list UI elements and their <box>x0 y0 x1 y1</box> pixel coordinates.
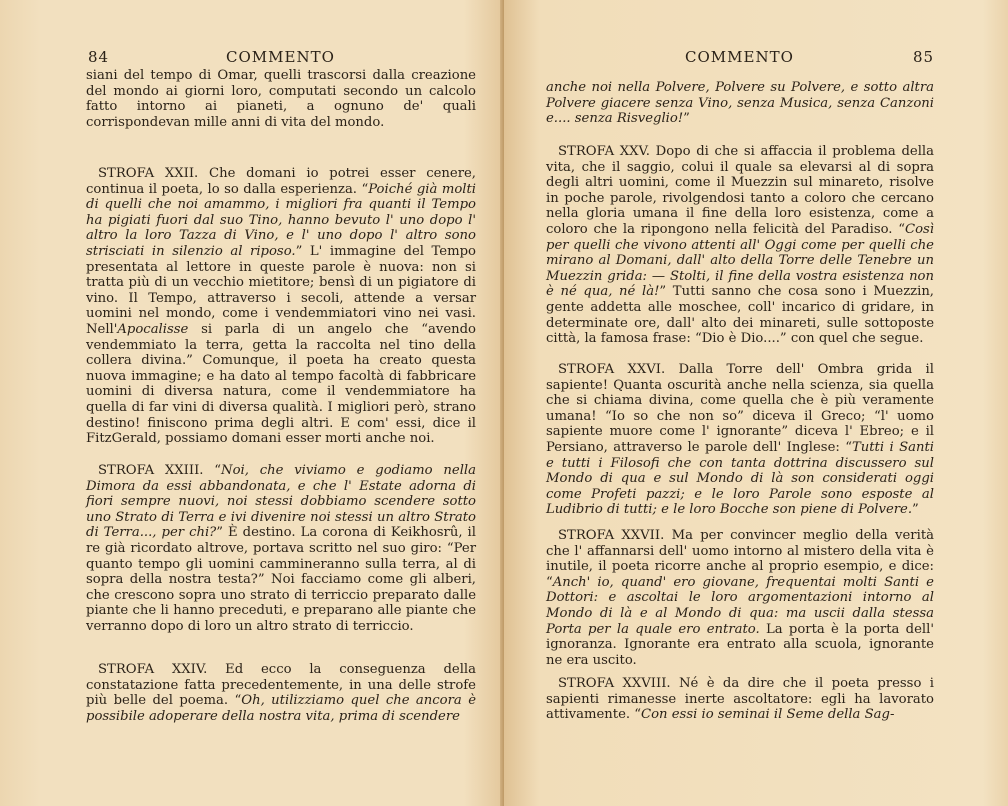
paragraph-continuation <box>546 80 934 127</box>
strofa-heading: STROFA XXII. <box>98 166 199 181</box>
paragraph-text: si parla di un angelo che “avendo vendemmiato la terra, getta la raccolta nel tino della collera divina.” Comunque, il poeta ha creato questa nuova immagine; e ha dato al tempo facoltà di fabbricare uomini di diversa natura, come il vendemmiatore ha quella di far vini di diversa qualità. I migliori però, strano destino! finiscono prima degli altri. E com' essi, dice il FitzGerald, possiamo domani esser morti anche noi. <box>86 321 476 447</box>
paragraph-text: Né è da dire che il poeta presso i sapienti rimanesse inerte ascoltatore: egli ha lavorato attivamente. “ <box>546 676 934 723</box>
quote-text: Noi, che viviamo e godiamo nella Dimora da essi abbandonata, e che l' Estate adorna di fiori sempre nuovi, noi stessi dobbiamo scendere sotto uno Strato di Terra e ivi divenire noi stessi un altro Strato di Terra..., per chi? <box>86 463 477 541</box>
paragraph-text: ” È destino. La corona di Keikhosrû, il re già ricordato altrove, portava scritto nel suo giro: “Per quanto tempo gli uomini cammineranno sulla terra, al di sopra della nostra testa?” Noi facciamo come gli alberi, che crescono sopra uno strato di terriccio preparato dalle piante che li hanno preceduti, e preparano alle piante che verranno dopo di loro un altro strato di terriccio. <box>86 525 476 634</box>
paragraph-text: Che domani io potrei esser cenere, continua il poeta, lo so dalla esperienza. “ <box>86 166 476 197</box>
paragraph-strofa-xxv <box>546 144 934 347</box>
strofa-heading: STROFA XXVII. <box>558 528 665 543</box>
quote-text: Anch' io, quand' ero giovane, frequentai molti Santi e Dottori: e ascoltai le loro argomentazioni intorno al Mondo di là e al Mondo di qua: ma uscii dalla stessa Porta per la quale ero entrato. <box>546 574 934 637</box>
paragraph-strofa-xxiv <box>86 662 476 724</box>
quote-text: Così per quelli che vivono attenti all' Oggi come per quelli che mirano al Domani, dall' alto della Torre delle Tenebre un Muezzin grida: — Stolti, il fine della vostra esistenza non è né qua, né là! <box>546 221 934 300</box>
paragraph-strofa-xxviii <box>546 676 934 723</box>
page-number: 85 <box>913 48 935 66</box>
paragraph-strofa-xxii <box>86 166 476 447</box>
paragraph-text: Dalla Torre dell' Ombra grida il sapiente! Quanta oscurità anche nella scienza, sia quella che si chiama divina, come quella che è più veramente umana! “Io so che non so” diceva il Greco; “l' uomo sapiente muore come l' ignorante” diceva l' Ebreo; e il Persiano, attraverso le parole dell' Inglese: “ <box>546 362 934 455</box>
quote-text: Con essi io seminai il Seme della Sag- <box>641 707 895 723</box>
quote-text: Poiché già molti di quelli che noi amammo, i migliori fra quanti il Tempo ha pigiati fuori dal suo Tino, hanno bevuto l' uno dopo l' altro la loro Tazza di Vino, e l' uno dopo l' altro sono strisciati in silenzio al riposo. <box>86 181 476 259</box>
paragraph-text: La porta è la porta dell' ignoranza. Ignorante era entrato alla scuola, ignorante ne era uscito. <box>546 621 934 668</box>
paragraph-strofa-xxvi <box>546 362 934 518</box>
quote-text: Tutti i Santi e tutti i Filosofi che con tanta dottrina discussero sul Mondo di qua e sul Mondo di là son considerati oggi come Profeti pazzi; e le loro Parole sono esposte al Ludibrio di tutti; e le loro Bocche son piene di Polvere. <box>546 439 934 518</box>
paragraph-strofa-xxiii <box>86 463 476 635</box>
page-number: 84 <box>88 48 110 66</box>
strofa-heading: STROFA XXIV. <box>98 662 208 677</box>
quote-text: anche noi nella Polvere, Polvere su Polvere, e sotto altra Polvere giacere senza Vino, senza Musica, senza Canzoni e.... senza Risveglio! <box>546 80 934 127</box>
paragraph-text: Ma per convincer meglio della verità che l' affannarsi dell' uomo intorno al mistero della vita è inutile, il poeta ricorre anche al proprio esempio, e dice: “ <box>546 528 934 590</box>
paragraph-continuation: siani del tempo di Omar, quelli trascorsi dalla creazione del mondo ai giorni loro, computati secondo un calcolo fatto intorno ai pianeti, a ognuno de' quali corrispondevan mille anni di vita del mondo. <box>86 68 476 130</box>
paragraph-text: ” <box>912 502 919 518</box>
paragraph-text: Dopo di che si affaccia il problema della vita, che il saggio, colui il quale sa elevarsi al di sopra degli altri uomini, come il Muezzin sul minareto, risolve in poche parole, rivolgendosi tanto a coloro che cercano nella gloria umana il fine della loro esistenza, come a coloro che la ripongono nella felicità del Paradiso. “ <box>546 144 935 237</box>
strofa-heading: STROFA XXVI. <box>558 362 666 377</box>
paragraph-text: “ <box>203 463 222 478</box>
strofa-heading: STROFA XXIII. <box>98 463 204 478</box>
paragraph-text: Ed ecco la conseguenza della constatazione fatta precedentemente, in una delle strofe più belle del poema. “ <box>86 662 476 709</box>
running-head: COMMENTO <box>685 48 794 66</box>
title-text: Apocalisse <box>117 321 189 337</box>
paragraph-text: ” L' immagine del Tempo presentata al lettore in queste parole è nuova: non si tratta più di un vecchio mietitore; bensì di un pigiatore di vino. Il Tempo, attraverso i secoli, attende a versar uomini nel mondo, come i vendemmiatori vino nei vasi. Nell' <box>86 243 476 337</box>
paragraph-strofa-xxvii <box>546 528 934 668</box>
right-page <box>504 0 1008 806</box>
paragraph-text: ” <box>683 111 690 127</box>
paragraph-text: ” Tutti sanno che cosa sono i Muezzin, gente addetta alle moschee, coll' incarico di gridare, in determinate ore, dall' alto dei minareti, sulle sottoposte città, la famosa frase: “Dio è Dio....” con quel che segue. <box>546 284 935 347</box>
strofa-heading: STROFA XXV. <box>558 144 650 159</box>
running-head: COMMENTO <box>226 48 335 66</box>
strofa-heading: STROFA XXVIII. <box>558 676 671 691</box>
quote-text: Oh, utilizziamo quel che ancora è possibile adoperare della nostra vita, prima di scendere <box>86 693 476 724</box>
